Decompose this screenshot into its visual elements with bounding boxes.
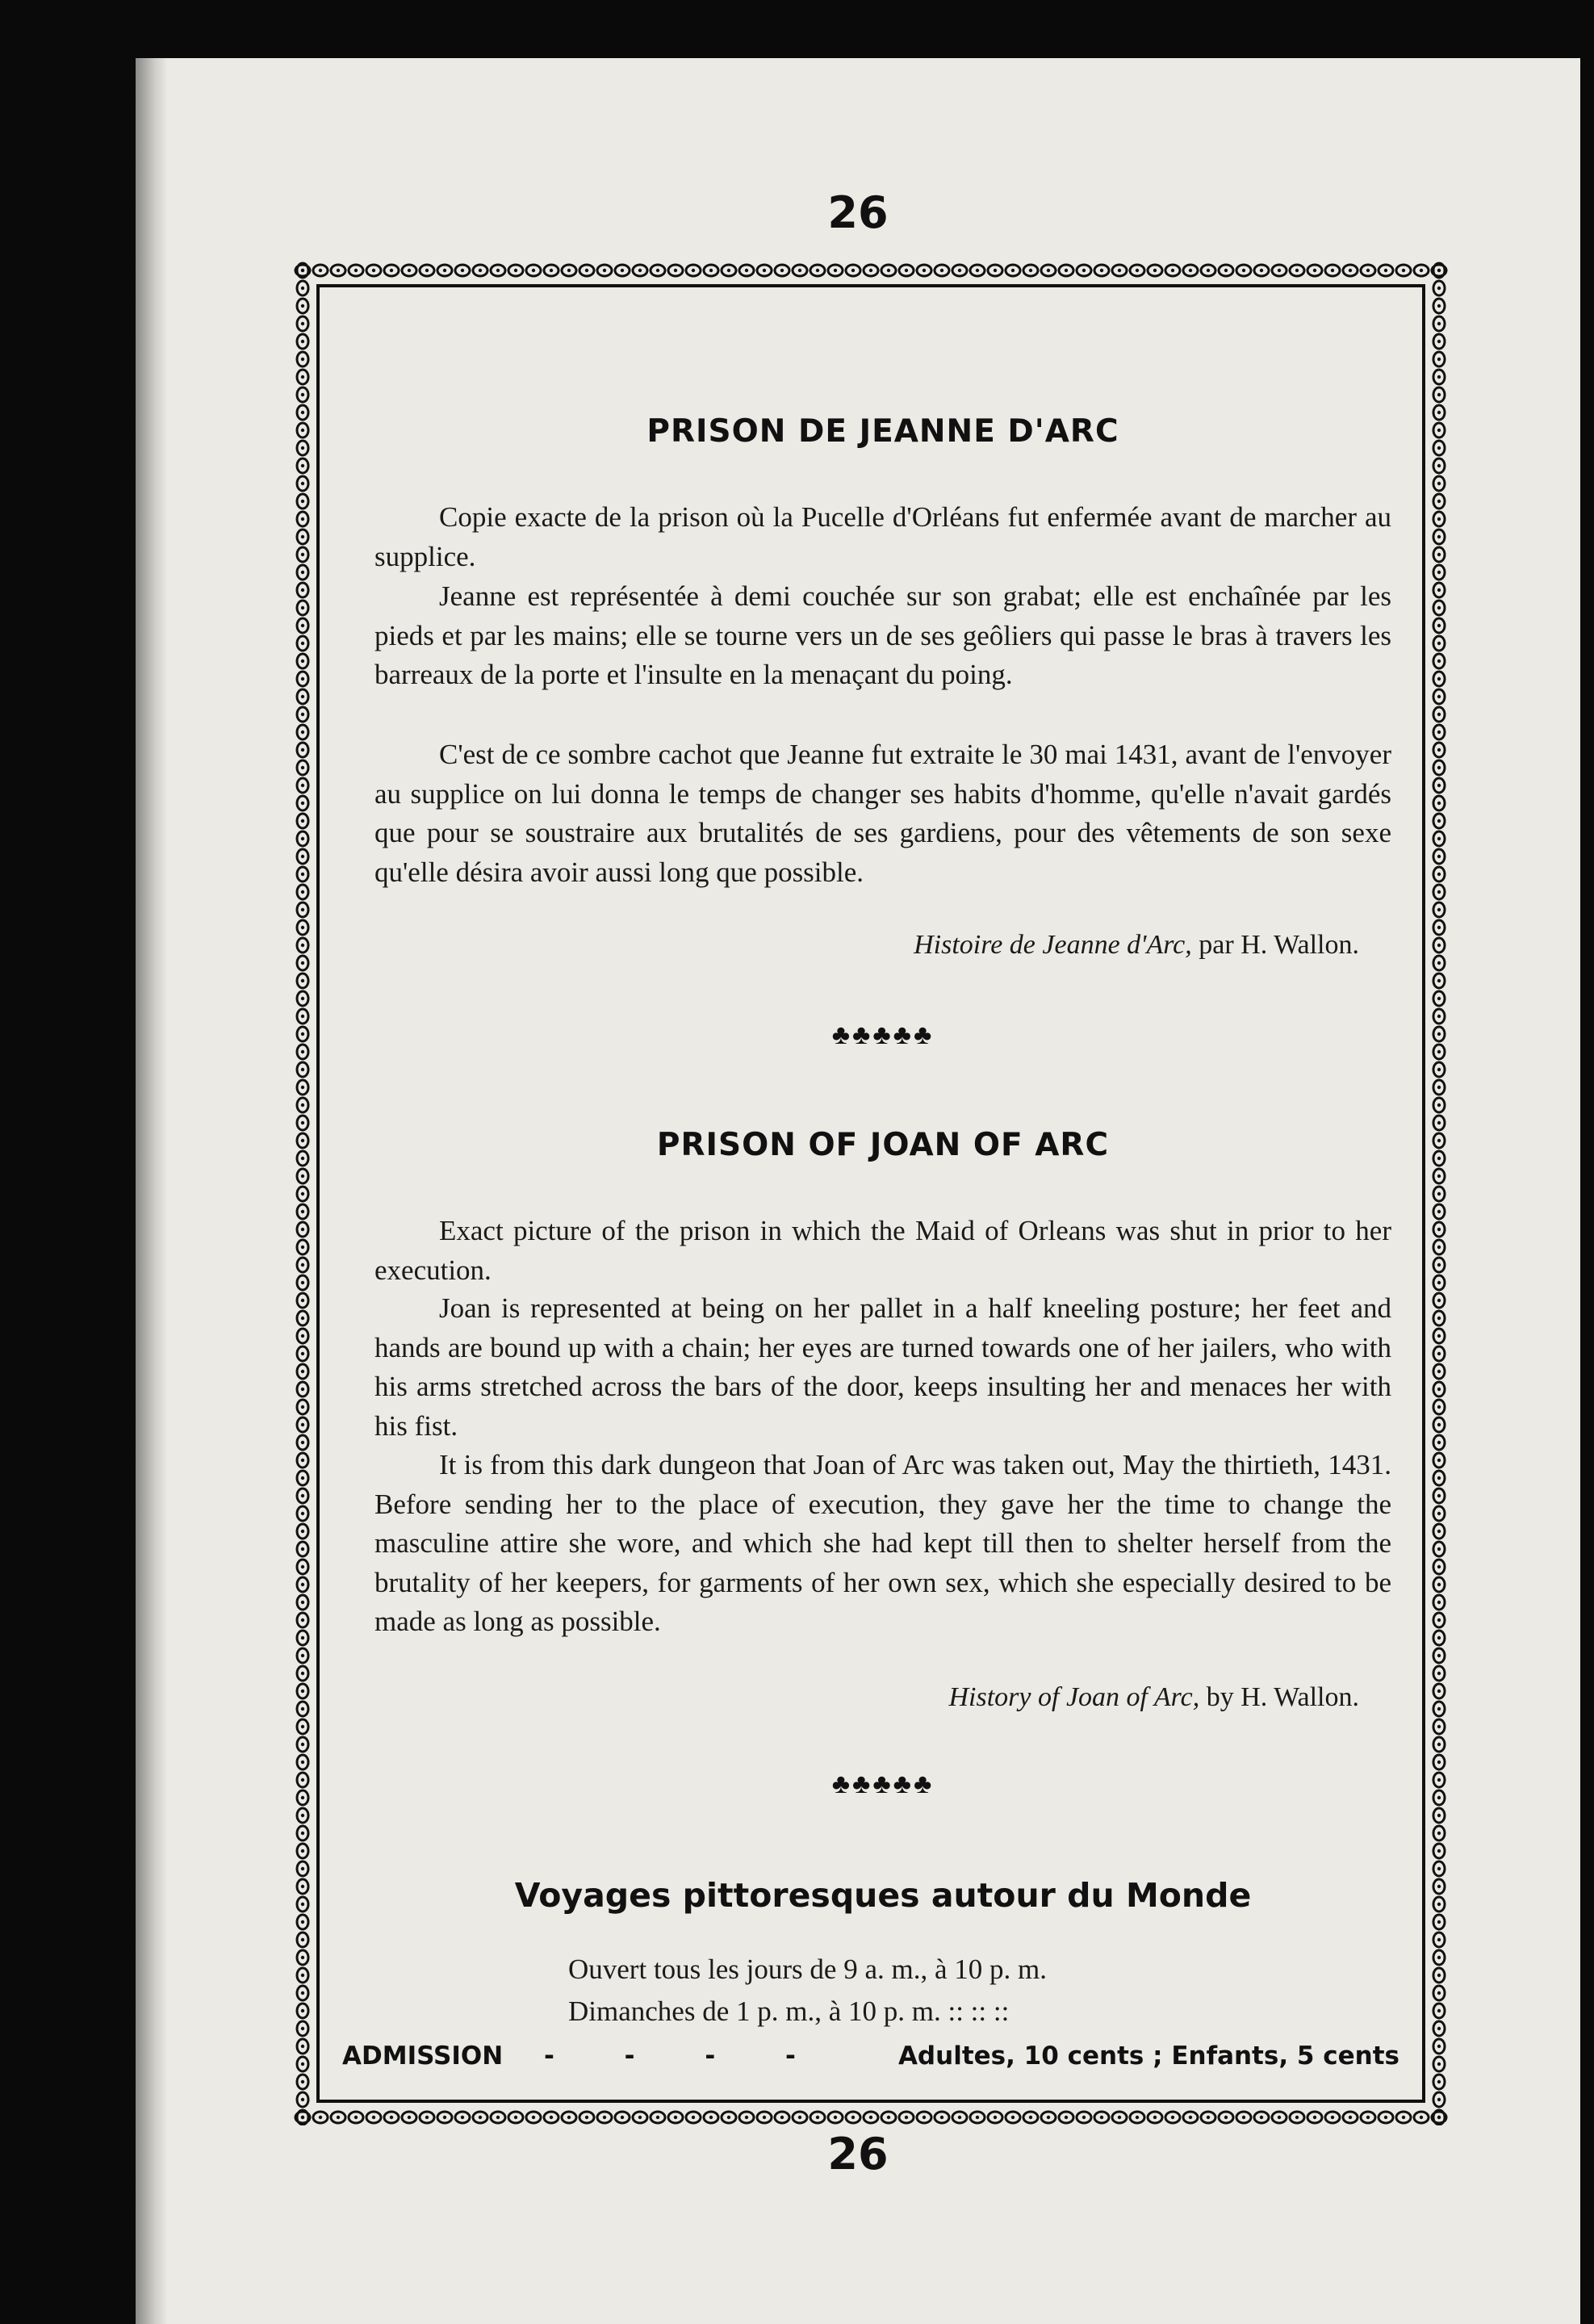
ornament-divider-2: ♣♣♣♣♣	[831, 1769, 935, 1799]
french-heading: PRISON DE JEANNE D'ARC	[646, 413, 1119, 450]
french-citation: Histoire de Jeanne d'Arc, par H. Wallon.	[914, 930, 1359, 960]
french-paragraph-1: Copie exacte de la prison où la Pucelle d'Orléans fut enfermée avant de marcher au supplice.	[374, 501, 1391, 572]
page-number-bottom: 26	[827, 2129, 889, 2180]
hours-weekdays: Ouvert tous les jours de 9 a. m., à 10 p. m.	[568, 1953, 1047, 1985]
english-citation: History of Joan of Arc, by H. Wallon.	[948, 1682, 1359, 1712]
french-paragraph-2: Jeanne est représentée à demi couchée sur son grabat; elle est enchaînée par les pieds et par les mains; elle se tourne vers un de ses geôliers qui passe le bras à travers les barreaux de la porte et l'insulte en la menaçant du poing.	[374, 580, 1391, 690]
english-paragraph-3: It is from this dark dungeon that Joan of Arc was taken out, May the thirtieth, 1431. Before sending her to the place of execution, they gave her the time to change the masculine attire she wore, and which she had kept till then to shelter herself from the brutality of her keepers, for garments of her own sex, which she especially desired to be made as long as possible.	[374, 1449, 1391, 1637]
hours-sundays: Dimanches de 1 p. m., à 10 p. m. :: :: ::	[568, 1995, 1010, 2027]
admission-label: ADMISSION	[342, 2041, 504, 2071]
english-heading: PRISON OF JOAN OF ARC	[656, 1127, 1110, 1163]
admission-dots: - - - -	[544, 2041, 826, 2071]
english-paragraph-2: Joan is represented at being on her pallet in a half kneeling posture; her feet and hands are bound up with a chain; her eyes are turned towards one of her jailers, who with his arms stretched across the bars of the door, keeps insulting her and menaces her with his fist.	[374, 1292, 1391, 1442]
ornament-divider-1: ♣♣♣♣♣	[831, 1020, 935, 1050]
page-number-top: 26	[827, 187, 889, 238]
frame-content	[342, 262, 1399, 2125]
advert-hours	[568, 1949, 1047, 2033]
page-edge-shadow	[136, 58, 168, 2324]
advert-title: Voyages pittoresques autour du Monde	[514, 1876, 1252, 1915]
ornamental-frame	[294, 262, 1448, 2125]
admission-prices: Adultes, 10 cents ; Enfants, 5 cents	[897, 2041, 1399, 2071]
english-paragraph-1: Exact picture of the prison in which the Maid of Orleans was shut in prior to her execution.	[374, 1215, 1391, 1286]
document-page	[136, 58, 1580, 2324]
french-paragraph-3: C'est de ce sombre cachot que Jeanne fut extraite le 30 mai 1431, avant de l'envoyer au supplice on lui donna le temps de changer ses habits d'homme, qu'elle n'avait gardés que pour se soustraire aux brutalités de ses gardiens, pour des vêtements de son sexe qu'elle désira avoir aussi long que possible.	[374, 739, 1391, 888]
